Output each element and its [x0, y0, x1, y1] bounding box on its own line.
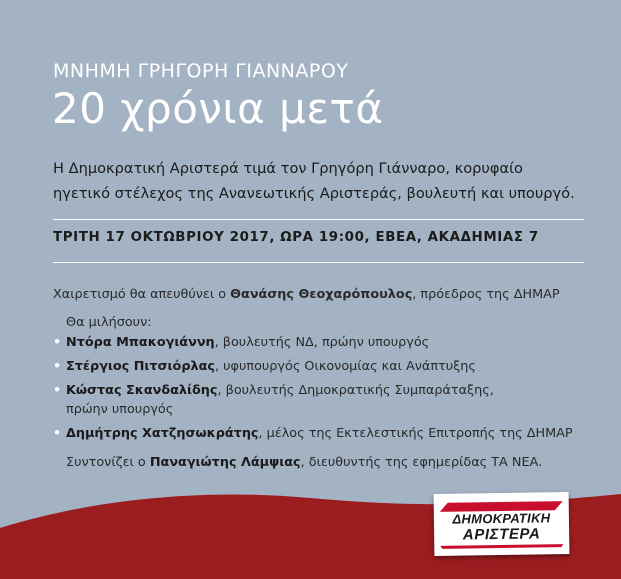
intro-line: ηγετικό στέλεχος της Ανανεωτικής Αριστεράς, βουλευτή και υπουργό.	[53, 185, 575, 202]
speaker-role: , μέλος της Εκτελεστικής Επιτροπής της ΔΗΜΑΡ	[258, 426, 573, 441]
bullet-icon: •	[53, 383, 62, 398]
logo-line-2: ΑΡΙΣΤΕΡΑ	[462, 525, 541, 544]
speaker-role: , βουλευτής ΝΔ, πρώην υπουργός	[214, 335, 430, 350]
poster-headline: 20 χρόνια μετά	[52, 84, 384, 133]
bullet-icon: •	[53, 335, 62, 350]
speaker-role: , βουλευτής Δημοκρατικής Συμπαράταξης,	[217, 383, 494, 398]
event-details: ΤΡΙΤΗ 17 ΟΚΤΩΒΡΙΟΥ 2017, ΩΡΑ 19:00, ΕΒΕΑ, ΑΚΑΔΗΜΙΑΣ 7	[53, 230, 539, 245]
bullet-icon: •	[53, 359, 62, 374]
speaker-name: Στέργιος Πιτσιόρλας	[66, 359, 215, 374]
greeting-name: Θανάσης Θεοχαρόπουλος	[230, 287, 413, 302]
speaker-name: Κώστας Σκανδαλίδης	[66, 383, 218, 398]
intro-line: Η Δημοκρατική Αριστερά τιμά τον Γρηγόρη Γιάνναρο, κορυφαίο	[53, 160, 523, 177]
speaker-name: Δημήτρης Χατζησωκράτης	[66, 426, 259, 441]
greeting-prefix: Χαιρετισμό θα απευθύνει ο	[53, 287, 231, 302]
moderator-suffix: , διευθυντής της εφημερίδας ΤΑ ΝΕΑ.	[300, 455, 543, 470]
speaker-role: , υφυπουργός Οικονομίας και Ανάπτυξης	[214, 359, 476, 374]
speaker-role-continued: πρώην υπουργός	[66, 402, 174, 417]
poster-kicker: ΜΝΗΜΗ ΓΡΗΓΟΡΗ ΓΙΑΝΝΑΡΟΥ	[53, 60, 349, 82]
moderator-name: Παναγιώτης Λάμψιας	[149, 455, 301, 470]
logo-underline	[440, 544, 563, 549]
moderator-prefix: Συντονίζει ο	[66, 455, 150, 470]
party-logo	[434, 492, 570, 556]
greeting-suffix: , πρόεδρος της ΔΗΜΑΡ	[412, 287, 560, 302]
logo-line-1: ΔΗΜΟΚΡΑΤΙΚΗ	[452, 510, 551, 527]
bullet-icon: •	[53, 426, 62, 441]
speakers-label: Θα μιλήσουν:	[66, 315, 152, 330]
speaker-name: Ντόρα Μπακογιάννη	[66, 335, 215, 350]
